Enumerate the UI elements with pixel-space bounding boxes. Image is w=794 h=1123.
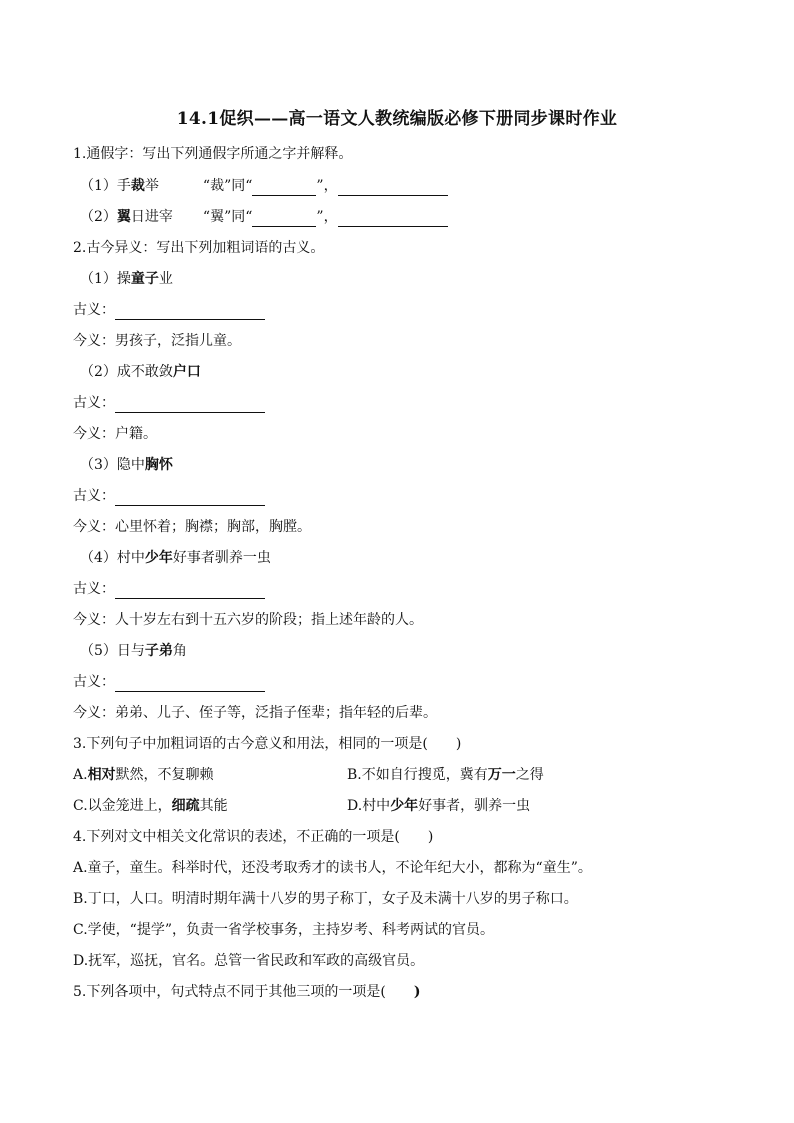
q4-stem: 4.下列对文中相关文化常识的表述，不正确的一项是( ) (73, 829, 434, 845)
q3-option-a[interactable]: A.相对默然，不复聊赖 (73, 767, 214, 783)
q2-gu-3: 古义： (73, 486, 265, 506)
q4-option-a[interactable]: A.童子，童生。科举时代，还没考取秀才的读书人，不论年纪大小，都称为“童生”。 (73, 860, 592, 876)
answer-blank[interactable] (338, 211, 448, 227)
q3-option-b[interactable]: B.不如自行搜觅，冀有万一之得 (347, 767, 544, 783)
q2-item-5: （5）日与子弟角 (80, 643, 187, 659)
q4-option-d[interactable]: D.抚军，巡抚，官名。总管一省民政和军政的高级官员。 (73, 953, 425, 969)
q2-jin-2: 今义：户籍。 (73, 426, 157, 442)
answer-blank[interactable] (115, 490, 265, 506)
q2-jin-4: 今义：人十岁左右到十五六岁的阶段；指上述年龄的人。 (73, 612, 423, 628)
page-title: 14.1促织——高一语文人教统编版必修下册同步课时作业 (176, 109, 618, 129)
q2-item-4: （4）村中少年好事者驯养一虫 (80, 550, 271, 566)
q2-item-1: （1）操童子业 (80, 271, 173, 287)
q1-stem: 1.通假字：写出下列通假字所通之字并解释。 (73, 146, 353, 162)
q3-options-row-1 (73, 765, 214, 785)
q2-gu-2: 古义： (73, 393, 265, 413)
q2-gu-1: 古义： (73, 300, 265, 320)
q1-item-2: （2）翼日进宰 “翼”同“ ”， (80, 207, 448, 227)
q5-stem: 5.下列各项中，句式特点不同于其他三项的一项是( ) (73, 984, 421, 1000)
answer-blank[interactable] (338, 180, 448, 196)
q4-option-c[interactable]: C.学使，“提学”，负责一省学校事务，主持岁考、科考两试的官员。 (73, 922, 494, 938)
answer-blank[interactable] (115, 304, 265, 320)
q2-gu-4: 古义： (73, 579, 265, 599)
q2-item-2: （2）成不敢敛户口 (80, 364, 201, 380)
q2-jin-1: 今义：男孩子，泛指儿童。 (73, 333, 241, 349)
q3-option-d[interactable]: D.村中少年好事者，驯养一虫 (347, 798, 531, 814)
q4-option-b[interactable]: B.丁口，人口。明清时期年满十八岁的男子称丁，女子及未满十八岁的男子称口。 (73, 891, 578, 907)
answer-blank[interactable] (115, 583, 265, 599)
q2-item-3: （3）隐中胸怀 (80, 457, 173, 473)
answer-blank[interactable] (252, 180, 316, 196)
answer-blank[interactable] (252, 211, 316, 227)
q2-stem: 2.古今异义：写出下列加粗词语的古义。 (73, 240, 325, 256)
q3-option-c[interactable]: C.以金笼进上，细疏其能 (73, 798, 228, 814)
q2-jin-5: 今义：弟弟、儿子、侄子等，泛指子侄辈；指年轻的后辈。 (73, 705, 437, 721)
q2-gu-5: 古义： (73, 672, 265, 692)
answer-blank[interactable] (115, 676, 265, 692)
q2-jin-3: 今义：心里怀着；胸襟；胸部，胸膛。 (73, 519, 311, 535)
q3-stem: 3.下列句子中加粗词语的古今意义和用法，相同的一项是( ) (73, 736, 462, 752)
answer-blank[interactable] (115, 397, 265, 413)
q1-item-1: （1）手裁举 “裁”同“ ”， (80, 176, 448, 196)
